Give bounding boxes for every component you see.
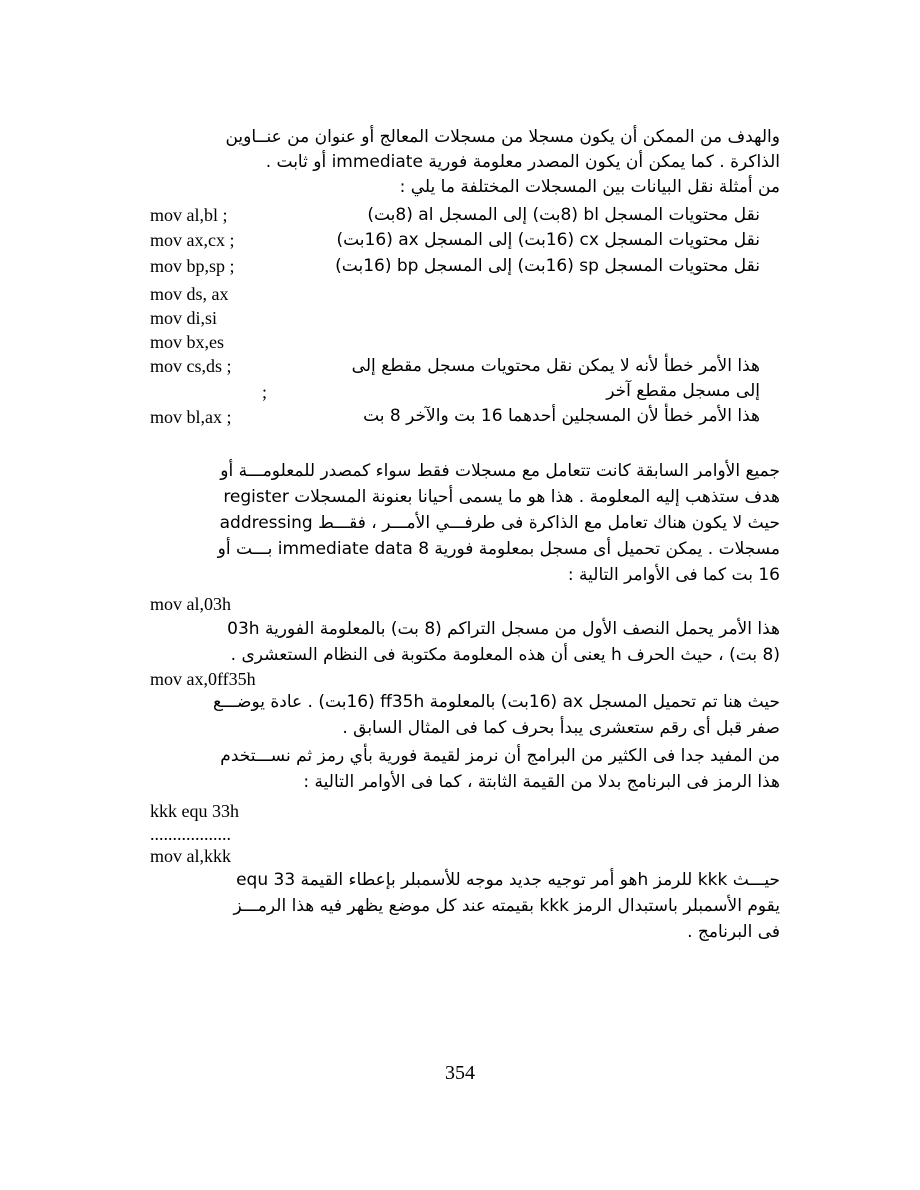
paragraph-1-line-1: والهدف من الممكن أن يكون مسجلا من مسجلات المعالج أو عنوان من عنــاوين xyxy=(225,127,780,147)
code-comment-7: هذا الأمر خطأ لأنه لا يمكن نقل محتويات مسجل مقطع إلى xyxy=(351,356,760,376)
code-line-2: mov ax,cx ; xyxy=(150,230,235,250)
code-line-3: mov bp,sp ; xyxy=(150,256,235,276)
code-line-8: ; xyxy=(262,382,268,402)
paragraph-2-line-5: 16 بت كما فى الأوامر التالية : xyxy=(567,565,780,585)
code-line-9: mov bl,ax ; xyxy=(150,407,232,427)
code-comment-3: نقل محتويات المسجل sp (16بت) إلى المسجل bp (16بت) xyxy=(335,256,760,276)
code-comment-9: هذا الأمر خطأ لأن المسجلين أحدهما 16 بت والآخر 8 بت xyxy=(363,406,760,426)
code-line-13: .................. xyxy=(150,824,231,844)
code-line-11: mov ax,0ff35h xyxy=(150,669,256,689)
code-line-4: mov ds, ax xyxy=(150,284,229,304)
paragraph-5-line-2: هذا الرمز فى البرنامج بدلا من القيمة الثابتة ، كما فى الأوامر التالية : xyxy=(303,772,780,792)
code-line-5: mov di,si xyxy=(150,308,218,328)
paragraph-1-line-2: الذاكرة . كما يمكن أن يكون المصدر معلومة فورية immediate أو ثابت . xyxy=(265,152,780,172)
paragraph-6-line-2: يقوم الأسمبلر باستبدال الرمز kkk بقيمته عند كل موضع يظهر فيه هذا الرمـــز xyxy=(233,896,780,916)
paragraph-5-line-1: من المفيد جدا فى الكثير من البرامج أن نرمز لقيمة فورية بأي رمز ثم نســـتخدم xyxy=(220,746,780,766)
paragraph-4-line-2: صفر قبل أى رقم ستعشرى يبدأ بحرف كما فى المثال السابق . xyxy=(342,718,780,738)
paragraph-4-line-1: حيث هنا تم تحميل المسجل ax (16بت) بالمعلومة ff35h (16بت) . عادة يوضـــع xyxy=(213,692,780,712)
code-comment-2: نقل محتويات المسجل cx (16بت) إلى المسجل ax (16بت) xyxy=(336,230,760,250)
code-line-12: kkk equ 33h xyxy=(150,801,239,821)
paragraph-1-line-3: من أمثلة نقل البيانات بين المسجلات المختلفة ما يلي : xyxy=(399,177,780,197)
code-line-6: mov bx,es xyxy=(150,332,224,352)
code-comment-1: نقل محتويات المسجل bl (8بت) إلى المسجل al (8بت) xyxy=(367,205,760,225)
paragraph-6-line-3: فى البرنامج . xyxy=(687,922,780,942)
code-line-10: mov al,03h xyxy=(150,594,231,614)
paragraph-3-line-1: هذا الأمر يحمل النصف الأول من مسجل التراكم (8 بت) بالمعلومة الفورية 03h xyxy=(227,619,780,639)
paragraph-3-line-2: (8 بت) ، حيث الحرف h يعنى أن هذه المعلومة مكتوبة فى النظام الستعشرى . xyxy=(230,645,780,665)
page-number: 354 xyxy=(445,1062,475,1084)
paragraph-6-line-1: equ هو أمر توجيه جديد موجه للأسمبلر بإعطاء القيمة 33h للرمز kkk حيـــث xyxy=(236,870,780,890)
paragraph-2-line-3: addressing حيث لا يكون هناك تعامل مع الذاكرة فى طرفـــي الأمـــر ، فقـــط xyxy=(219,513,780,533)
code-line-14: mov al,kkk xyxy=(150,846,231,866)
paragraph-2-line-1: جميع الأوامر السابقة كانت تتعامل مع مسجلات فقط سواء كمصدر للمعلومـــة أو xyxy=(220,461,780,481)
paragraph-2-line-4: مسجلات . يمكن تحميل أى مسجل بمعلومة فورية immediate data 8 بـــت أو xyxy=(217,539,780,559)
code-line-1: mov al,bl ; xyxy=(150,205,228,225)
code-line-7: mov cs,ds ; xyxy=(150,356,232,376)
code-comment-8: إلى مسجل مقطع آخر xyxy=(606,381,760,401)
paragraph-2-line-2: هدف ستذهب إليه المعلومة . هذا هو ما يسمى أحيانا بعنونة المسجلات register xyxy=(223,487,780,507)
